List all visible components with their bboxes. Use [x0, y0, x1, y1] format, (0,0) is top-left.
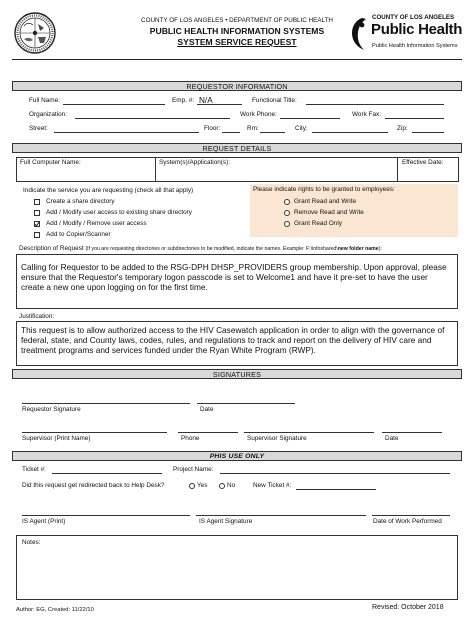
is-agent-signature-label: IS Agent Signature — [199, 518, 253, 525]
yes-radio[interactable] — [189, 483, 195, 489]
details-section-header: REQUEST DETAILS — [12, 143, 462, 153]
work-fax-field[interactable] — [385, 118, 444, 119]
requestor-date-line[interactable] — [197, 403, 295, 404]
full-computer-name-field[interactable] — [17, 167, 154, 181]
rights-label: Remove Read and Write — [294, 209, 364, 216]
rights-prompt: Please indicate rights to be granted to employees: — [253, 186, 395, 193]
zip-field[interactable] — [412, 132, 444, 133]
description-label — [19, 245, 382, 253]
service-checkbox[interactable] — [34, 210, 40, 216]
is-agent-print-label: IS Agent (Print) — [22, 518, 66, 525]
requestor-section-header: REQUESTOR INFORMATION — [12, 81, 462, 91]
date-of-work-line[interactable] — [372, 515, 450, 516]
rm-label: Rm: — [247, 125, 259, 132]
rights-label: Grant Read Only — [294, 220, 342, 227]
supervisor-print-label: Supervisor (Print Name) — [22, 435, 91, 442]
service-label: Create a share directory — [46, 198, 115, 205]
street-label: Street: — [29, 125, 48, 132]
emp-value: N/A — [199, 96, 213, 105]
full-name-label: Full Name: — [29, 97, 60, 104]
description-hint-end: ): — [378, 246, 382, 252]
footer-author: Author: EG, Created: 11/22/10 — [16, 607, 94, 613]
service-prompt: Indicate the service you are requesting (check all that apply) — [23, 187, 194, 194]
service-label: Add / Modify / Remove user access — [46, 220, 147, 227]
service-checkbox[interactable] — [34, 232, 40, 238]
city-label: City: — [295, 125, 308, 132]
organization-label: Organization: — [29, 111, 68, 118]
work-phone-field[interactable] — [280, 118, 340, 119]
work-fax-label: Work Fax: — [352, 111, 381, 118]
logo-figure-icon — [348, 16, 368, 52]
date-of-work-label: Date of Work Performed — [373, 518, 442, 525]
organization-field[interactable] — [75, 118, 230, 119]
service-checkbox[interactable] — [34, 199, 40, 205]
rights-label: Grant Read and Write — [294, 198, 357, 205]
supervisor-signature-line[interactable] — [244, 432, 374, 433]
form-title-line1: PUBLIC HEALTH INFORMATION SYSTEMS — [149, 26, 325, 36]
description-label-text: Description of Request — [19, 245, 84, 252]
phone-label: Phone — [181, 435, 200, 442]
emp-label: Emp. #: — [172, 97, 195, 104]
no-radio[interactable] — [219, 483, 225, 489]
justification-text: This request is to allow authorized access to the HIV Casewatch application in order to align with the governance of federal, state, and County laws, codes, rules, and regulations to track and report on the delivery of HIV care and treatment programs and services funded under the Ryan White Program (RWP). — [21, 325, 445, 355]
description-hint-bold: new folder name — [337, 246, 379, 252]
county-seal — [14, 12, 56, 54]
phone-line[interactable] — [178, 432, 238, 433]
description-text: Calling for Requestor to be added to the RSG-DPH DHSP_PROVIDERS group membership. Upon approval, please ensure that the Requestor's temporary logon passcode is set to Welcome1 and have it pre-set to have the user create a new one upon logging on for the first time. — [21, 262, 447, 292]
street-field[interactable] — [54, 132, 199, 133]
footer-revised: Revised: October 2018 — [372, 604, 444, 611]
rights-radio[interactable] — [284, 221, 290, 227]
supervisor-print-line[interactable] — [22, 432, 167, 433]
requestor-signature-line[interactable] — [22, 403, 190, 404]
floor-label: Floor: — [204, 125, 221, 132]
public-health-logo — [348, 12, 464, 54]
no-label: No — [227, 482, 236, 489]
header-rule — [12, 59, 462, 60]
requestor-signature-label: Requestor Signature — [22, 406, 81, 413]
full-name-field[interactable] — [63, 104, 165, 105]
work-phone-label: Work Phone: — [240, 111, 277, 118]
systems-label: System(s)/Application(s): — [159, 159, 231, 166]
is-agent-print-line[interactable] — [22, 515, 190, 516]
supervisor-date-line[interactable] — [382, 432, 442, 433]
ticket-field[interactable] — [52, 473, 162, 474]
service-label: Add / Modify user access to existing share directory — [46, 209, 192, 216]
effective-date-label: Effective Date: — [402, 159, 444, 166]
floor-field[interactable] — [222, 132, 240, 133]
logo-main: Public Health — [371, 21, 463, 38]
city-field[interactable] — [312, 132, 388, 133]
service-label: Add to Copier/Scanner — [46, 231, 111, 238]
supervisor-signature-label: Supervisor Signature — [247, 435, 307, 442]
project-name-field[interactable] — [220, 473, 450, 474]
project-name-label: Project Name: — [173, 466, 214, 473]
service-checkbox-checked[interactable] — [34, 221, 40, 227]
redirect-question: Did this request get redirected back to Help Desk? — [22, 482, 165, 489]
yes-label: Yes — [197, 482, 208, 489]
rights-radio[interactable] — [284, 199, 290, 205]
form-title-line2: SYSTEM SERVICE REQUEST — [177, 37, 297, 47]
is-agent-signature-line[interactable] — [196, 515, 366, 516]
functional-title-label: Functional Title: — [252, 97, 297, 104]
rm-field[interactable] — [260, 132, 285, 133]
new-ticket-field[interactable] — [296, 489, 376, 490]
requestor-date-label: Date — [200, 406, 214, 413]
notes-box[interactable] — [16, 535, 458, 600]
functional-title-field[interactable] — [306, 104, 444, 105]
full-computer-name-label: Full Computer Name: — [20, 159, 81, 166]
rights-radio[interactable] — [284, 210, 290, 216]
agency-line: COUNTY OF LOS ANGELES • DEPARTMENT OF PUBLIC HEALTH — [141, 17, 333, 24]
logo-sub: Public Health Information Systems — [372, 43, 458, 49]
logo-county: COUNTY OF LOS ANGELES — [372, 14, 455, 21]
description-hint: (If you are requesting directories or subdirectories to be modified, indicate the names. Example: F:\infoshared\ — [85, 246, 338, 252]
justification-label: Justification: — [19, 313, 55, 320]
effective-date-field[interactable] — [398, 167, 458, 181]
checkmark-icon — [34, 221, 40, 227]
signatures-section-header: SIGNATURES — [12, 369, 462, 379]
phis-section-header: PHIS USE ONLY — [12, 451, 462, 461]
notes-label: Notes: — [22, 539, 41, 546]
new-ticket-label: New Ticket #: — [253, 482, 292, 489]
ticket-label: Ticket #: — [22, 466, 46, 473]
systems-field[interactable] — [156, 167, 396, 181]
supervisor-date-label: Date — [385, 435, 399, 442]
zip-label: Zip: — [397, 125, 408, 132]
